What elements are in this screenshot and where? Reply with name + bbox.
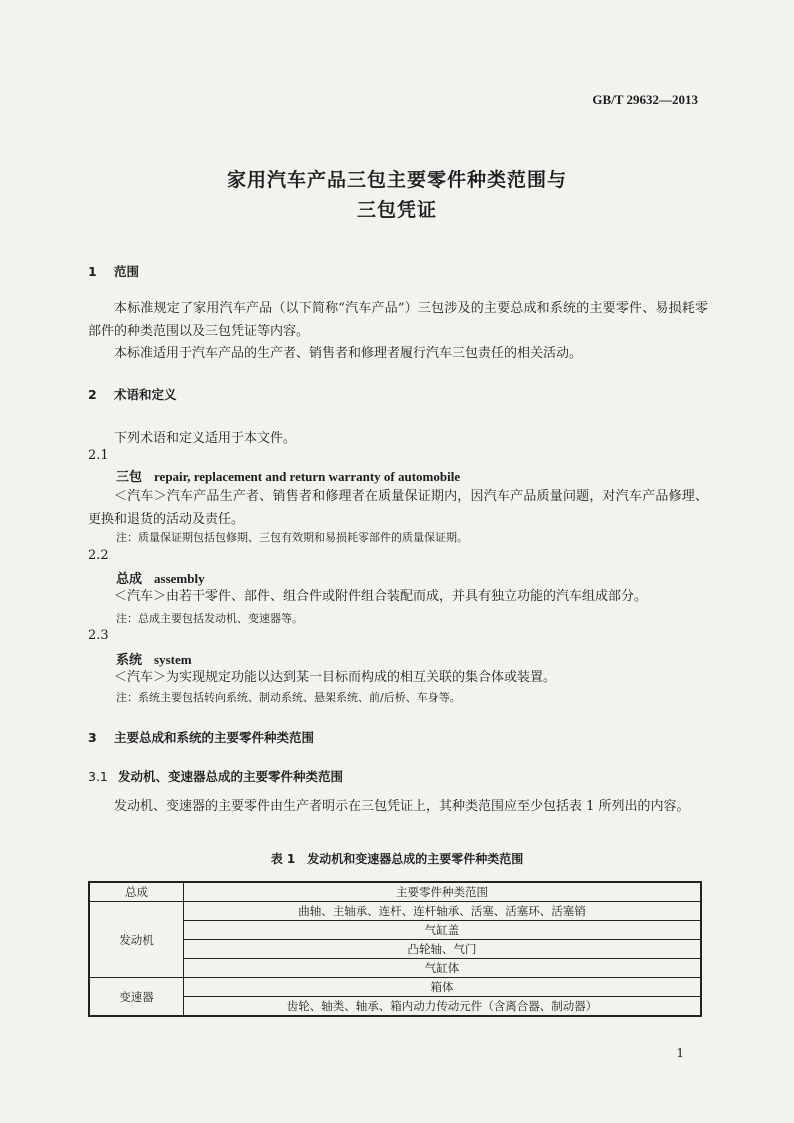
document-title-line1: 家用汽车产品三包主要零件种类范围与: [226, 169, 567, 191]
page-number: 1: [676, 1046, 684, 1060]
term-2-1-note: 注：质量保证期包括包修期、三包有效期和易损耗零部件的质量保证期。: [116, 531, 468, 544]
subsection-number: 3.1: [88, 769, 108, 784]
table-header-cell: 总成: [89, 882, 184, 902]
term-2-2-definition: ＜汽车＞由若干零件、部件、组合件或附件组合装配而成，并具有独立功能的汽车组成部分。: [114, 589, 648, 604]
table-row: [89, 902, 701, 921]
subsection-3-1-heading: [88, 767, 343, 785]
term-2-1-definition: ＜汽车＞汽车产品生产者、销售者和修理者在质量保证期内，因汽车产品质量问题，对汽车产品修理、更换和退货的活动及责任。: [88, 489, 708, 527]
section-title: 范围: [114, 264, 140, 279]
table-header-cell: 主要零件种类范围: [184, 882, 702, 902]
section-1-heading: [88, 262, 139, 280]
table-header-row: [89, 882, 701, 902]
section-1-paragraph-2: 本标准适用于汽车产品的生产者、销售者和修理者履行汽车三包责任的相关活动。: [114, 346, 583, 361]
part-cell: 齿轮、轴类、轴承、箱内动力传动元件（含离合器、制动器）: [184, 997, 702, 1017]
section-number: 1: [88, 264, 97, 279]
section-number: 2: [88, 387, 97, 402]
section-number: 3: [88, 730, 97, 745]
term-en: assembly: [154, 571, 205, 586]
term-2-3-note: 注：系统主要包括转向系统、制动系统、悬架系统、前/后桥、车身等。: [116, 691, 461, 704]
part-cell: 箱体: [184, 978, 702, 997]
table-1: [88, 881, 702, 1017]
section-title: 术语和定义: [114, 387, 177, 402]
table-1-caption: 表 1 发动机和变速器总成的主要零件种类范围: [270, 852, 524, 866]
document-title-line2: 三包凭证: [356, 199, 437, 221]
part-cell: 气缸体: [184, 959, 702, 978]
term-en: repair, replacement and return warranty of automobile: [154, 469, 461, 484]
table-row: [89, 978, 701, 997]
term-zh: 总成: [116, 572, 143, 587]
section-title: 主要总成和系统的主要零件种类范围: [114, 730, 315, 745]
clause-2-3-number: 2.3: [88, 628, 109, 643]
term-2-2-note: 注：总成主要包括发动机、变速器等。: [116, 612, 303, 625]
term-zh: 系统: [116, 653, 143, 668]
assembly-cell: 发动机: [89, 902, 184, 978]
part-cell: 凸轮轴、气门: [184, 940, 702, 959]
clause-2-1-number: 2.1: [88, 448, 109, 463]
section-3-heading: [88, 728, 314, 746]
term-en: system: [154, 652, 192, 667]
clause-2-2-number: 2.2: [88, 548, 109, 563]
term-2-1: [116, 466, 460, 485]
standard-code: GB/T 29632—2013: [592, 92, 698, 107]
section-1-paragraph-1: 本标准规定了家用汽车产品（以下简称“汽车产品”）三包涉及的主要总成和系统的主要零件、易损耗零部件的种类范围以及三包凭证等内容。: [88, 301, 708, 339]
section-2-intro: 下列术语和定义适用于本文件。: [114, 431, 297, 446]
section-2-heading: [88, 385, 177, 403]
term-zh: 三包: [116, 470, 143, 485]
assembly-cell: 变速器: [89, 978, 184, 1017]
subsection-title: 发动机、变速器总成的主要零件种类范围: [118, 769, 344, 784]
subsection-3-1-paragraph: 发动机、变速器的主要零件由生产者明示在三包凭证上，其种类范围应至少包括表 1 所列出的内容。: [114, 799, 690, 814]
part-cell: 气缸盖: [184, 921, 702, 940]
term-2-3-definition: ＜汽车＞为实现规定功能以达到某一目标而构成的相互关联的集合体或装置。: [114, 670, 557, 685]
part-cell: 曲轴、主轴承、连杆、连杆轴承、活塞、活塞环、活塞销: [184, 902, 702, 921]
